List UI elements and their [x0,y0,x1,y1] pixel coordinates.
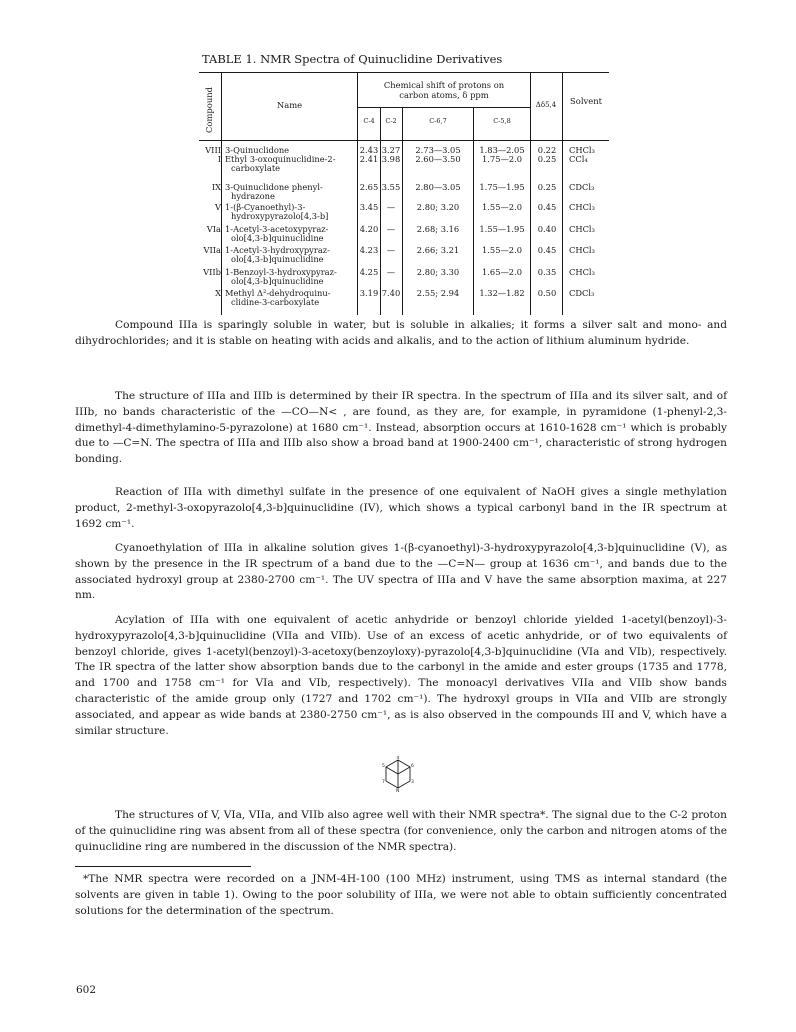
compound-name-cell [225,183,357,200]
table-top-rule [199,72,609,73]
solvent-cell: CHCl₃ [569,145,595,155]
compound-id-cell: VIII [205,145,221,155]
paragraph-cyanoethylation: Cyanoethylation of IIIa in alkaline solution gives 1-(β-cyanoethyl)-3-hydroxypyrazolo[4,3-b]quinuclidine (V), as shown by the presence in the IR spectrum of a band due to the —C=N— group at 1636 cm⁻¹, and bands due to the associated hydroxyl group at 2380-2700 cm⁻¹. The UV spectra of IIIa and V have the same absorption maxima, at 227 nm. [75,542,727,602]
solvent-cell: CCl₄ [569,154,588,164]
c2-shift-cell: 7.40 [381,288,401,298]
svg-text:3: 3 [411,780,414,785]
c4-shift-cell: 4.25 [359,267,379,277]
compound-name-line: olo[4,3-b]quinuclidine [231,232,324,243]
delta-cell: 0.45 [537,245,557,255]
header-delta: Δδ5,4 [535,101,557,109]
c4-shift-cell: 3.19 [359,288,379,298]
solvent-cell: CDCl₃ [569,288,595,298]
c58-shift-cell: 1.75—2.0 [482,154,522,164]
compound-id-cell: V [215,202,221,212]
c67-shift-cell: 2.68; 3.16 [416,224,460,234]
header-chemical-shift: Chemical shift of protons on carbon atoms, δ ppm [383,80,505,100]
c2-shift-cell: 3.98 [381,154,401,164]
delta-cell: 0.50 [537,288,557,298]
delta-cell: 0.25 [537,182,557,192]
header-c58: C-5,8 [493,117,511,125]
c2-shift-cell: 3.55 [381,182,401,192]
compound-id-cell: VIa [206,224,221,234]
compound-name-line: hydroxypyrazolo[4,3-b] [231,210,329,221]
svg-text:6: 6 [411,764,414,769]
compound-name-line: Methyl Δ²-dehydroquinu- [225,288,331,298]
footnote: *The NMR spectra were recorded on a JNM-4H-100 (100 MHz) instrument, using TMS as internal standard (the solvents are given in table 1). Owing to the poor solubility of IIIa, we were not able to obtain sufficiently concentrated solutions for the determination of the spectrum. [75,873,727,917]
delta-cell: 0.25 [537,154,557,164]
c4-shift-cell: 2.65 [359,182,379,192]
c67-shift-cell: 2.60—3.50 [415,154,461,164]
delta-cell: 0.22 [537,145,557,155]
c2-shift-cell: — [386,202,396,212]
c67-shift-cell: 2.55; 2.94 [416,288,460,298]
delta-cell: 0.40 [537,224,557,234]
c67-shift-cell: 2.80; 3.30 [416,267,460,277]
header-c4: C-4 [363,117,375,125]
solvent-cell: CDCl₃ [569,182,595,192]
c58-shift-cell: 1.55—1.95 [479,224,525,234]
compound-id-cell: VIIb [203,267,221,277]
c67-shift-cell: 2.80; 3.20 [416,202,460,212]
table-caption: TABLE 1. NMR Spectra of Quinuclidine Derivatives [202,52,503,66]
table-vline-delta [562,73,563,315]
paragraph-acylation: Acylation of IIIa with one equivalent of acetic anhydride or benzoyl chloride yielded 1-acetyl(benzoyl)-3-hydroxypyrazolo[4,3-b]quinuclidine (VIIa and VIIb). Use of an excess of acetic anhydride, or of two equivalents of benzoyl chloride, gives 1-acetyl(benzoyl)-3-acetoxy(benzoyloxy)-pyrazolo[4,3-b]quinuclidine (VIa and VIb), respectively. The IR spectra of the latter show absorption bands due to the carbonyl in the amide and ester groups (1735 and 1778, and 1700 and 1758 cm⁻¹ for VIa and VIb, respectively). The monoacyl derivatives VIIa and VIIb show bands characteristic of the amide group only (1727 and 1702 cm⁻¹). The hydroxyl groups in VIIa and VIIb are strongly associated, and appear as wide bands at 2380-2750 cm⁻¹, as is also observed in the compounds III and V, which have a similar structure. [75,614,727,737]
compound-name-cell [225,225,357,242]
footnote-rule [75,866,251,867]
solvent-cell: CHCl₃ [569,267,595,277]
paragraph-solubility: Compound IIIa is sparingly soluble in water, but is soluble in alkalies; it forms a silver salt and mono- and dihydrochlorides; and it is stable on heating with acids and alkalis, and to the action of lithium aluminum hydride. [75,319,727,347]
compound-name-line: 3-Quinuclidone phenyl- [225,182,323,192]
header-compound: Compound [204,87,215,133]
svg-text:N: N [396,789,400,792]
compound-name-cell [225,268,357,285]
compound-name-cell [225,155,357,172]
c67-shift-cell: 2.80—3.05 [415,182,461,192]
header-name: Name [276,100,303,110]
paragraph-ir-structure: The structure of IIIa and IIIb is determined by their IR spectra. In the spectrum of IIIa and its silver salt, and of IIIb, no bands characteristic of the —CO—N< , are found, as they are, for example, in pyramidone (1-phenyl-2,3-dimethyl-4-dimethylamino-5-pyrazolone) at 1680 cm⁻¹. Instead, absorption occurs at 1610-1628 cm⁻¹ which is probably due to —C=N. The spectra of IIIa and IIIb also show a broad band at 1900-2400 cm⁻¹, characteristic of strong hydrogen bonding. [75,390,727,466]
compound-name-cell [225,246,357,263]
c4-shift-cell: 2.41 [359,154,379,164]
quinuclidine-structure-diagram [381,756,415,792]
c2-shift-cell: 3.27 [381,145,401,155]
compound-name-line: Ethyl 3-oxoquinuclidine-2- [225,154,336,164]
table-subheader-rule [358,107,530,108]
delta-cell: 0.35 [537,267,557,277]
compound-id-cell: IX [211,182,221,192]
compound-name-line: olo[4,3-b]quinuclidine [231,253,324,264]
c67-shift-cell: 2.73—3.05 [415,145,461,155]
c58-shift-cell: 1.55—2.0 [482,245,522,255]
page-number: 602 [76,984,97,996]
table-vline-name [357,73,358,315]
c4-shift-cell: 2.43 [359,145,379,155]
compound-name-line: carboxylate [231,162,281,173]
delta-cell: 0.45 [537,202,557,212]
c58-shift-cell: 1.75—1.95 [479,182,525,192]
compound-id-cell: X [215,288,221,298]
svg-text:4: 4 [396,756,400,761]
header-c2: C-2 [385,117,397,125]
compound-name-line: 1-Benzoyl-3-hydroxypyraz- [225,267,337,277]
compound-name-line: 3-Quinuclidone [225,145,290,155]
c2-shift-cell: — [386,245,396,255]
header-solvent: Solvent [570,96,602,106]
c58-shift-cell: 1.83—2.05 [479,145,525,155]
c4-shift-cell: 4.23 [359,245,379,255]
c58-shift-cell: 1.55—2.0 [482,202,522,212]
c2-shift-cell: — [386,267,396,277]
solvent-cell: CHCl₃ [569,224,595,234]
compound-name-line: 1-(β-Cyanoethyl)-3- [225,202,306,212]
table-header-rule [199,140,609,141]
c4-shift-cell: 4.20 [359,224,379,234]
svg-text:7: 7 [382,780,385,785]
compound-name-line: olo[4,3-b]quinuclidine [231,275,324,286]
c58-shift-cell: 1.65—2.0 [482,267,522,277]
compound-name-line: 1-Acetyl-3-hydroxypyraz- [225,245,330,255]
compound-id-cell: I [217,154,221,164]
solvent-cell: CHCl₃ [569,202,595,212]
compound-name-cell [225,203,357,220]
c58-shift-cell: 1.32—1.82 [479,288,525,298]
c2-shift-cell: — [386,224,396,234]
solvent-cell: CHCl₃ [569,245,595,255]
compound-name-line: hydrazone [231,190,275,201]
svg-text:5: 5 [382,764,385,769]
paragraph-methylation: Reaction of IIIa with dimethyl sulfate in the presence of one equivalent of NaOH gives a single methylation product, 2-methyl-3-oxopyrazolo[4,3-b]quinuclidine (IV), which shows a typical carbonyl band in the IR spectrum at 1692 cm⁻¹. [75,486,727,530]
compound-name-line: clidine-3-carboxylate [231,296,320,307]
compound-name-line: 1-Acetyl-3-acetoxypyraz- [225,224,329,234]
compound-name-cell [225,289,357,306]
compound-id-cell: VIIa [203,245,221,255]
header-c67: C-6,7 [429,117,447,125]
c4-shift-cell: 3.45 [359,202,379,212]
c67-shift-cell: 2.66; 3.21 [416,245,460,255]
paragraph-nmr: The structures of V, VIa, VIIa, and VIIb also agree well with their NMR spectra*. The signal due to the C-2 proton of the quinuclidine ring was absent from all of these spectra (for convenience, only the carbon and nitrogen atoms of the quinuclidine ring are numbered in the discussion of the NMR spectra). [75,809,727,853]
